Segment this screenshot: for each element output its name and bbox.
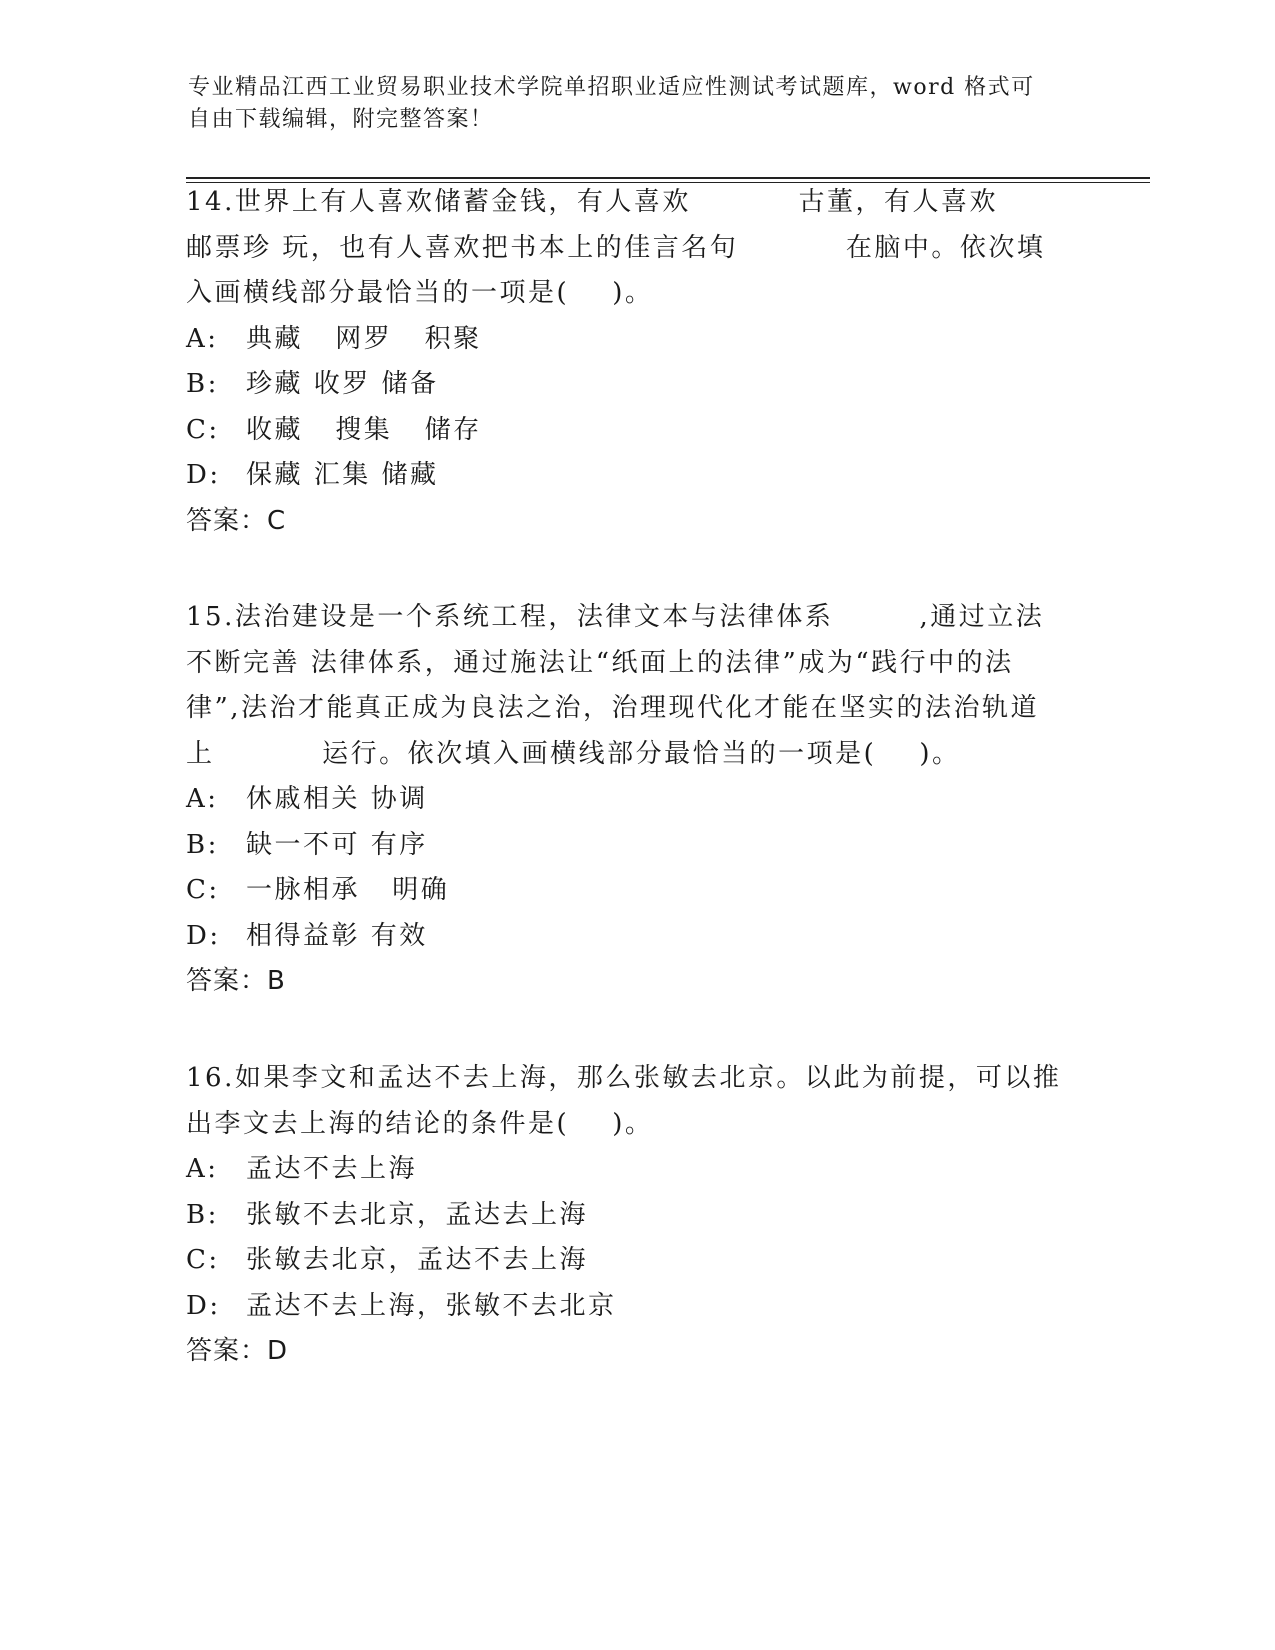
option-letter: B: [186, 829, 219, 860]
option-text: 张敏不去北京，孟达去上海 [246, 1199, 589, 1230]
option-letter: D: [186, 1290, 221, 1321]
option-d [186, 453, 1066, 499]
question-text-line: 不断完善 法律体系，通过施法让“纸面上的法律”成为“践行中的法 [186, 647, 1014, 678]
option-text: 缺一不可 有序 [246, 829, 428, 860]
question-text-line: 邮票珍 玩，也有人喜欢把书本上的佳言名句 在脑中。依次填 [186, 232, 1046, 263]
option-d [186, 914, 1066, 960]
question-15 [186, 595, 1066, 1005]
option-a [186, 317, 1066, 363]
option-a [186, 1147, 1066, 1193]
option-text: 一脉相承 明确 [246, 875, 450, 905]
document-header [188, 72, 1068, 136]
option-b [186, 1193, 1066, 1239]
option-letter: A: [186, 1154, 219, 1184]
option-letter: C: [186, 1245, 220, 1275]
answer: 答案：D [186, 1336, 289, 1366]
option-text: 收藏 搜集 储存 [246, 414, 482, 445]
option-letter: A: [186, 323, 219, 354]
option-d [186, 1284, 1066, 1330]
header-line: 专业精品江西工业贸易职业技术学院单招职业适应性测试考试题库，word 格式可 [188, 75, 1035, 100]
option-letter: B: [186, 1199, 219, 1230]
question-text-line: 上 运行。依次填入画横线部分最恰当的一项是( )。 [186, 738, 961, 769]
question-16 [186, 1056, 1066, 1375]
option-text: 保藏 汇集 储藏 [246, 460, 439, 490]
option-b [186, 362, 1066, 408]
question-14 [186, 180, 1066, 544]
option-a [186, 777, 1066, 823]
option-b [186, 823, 1066, 869]
option-letter: D: [186, 460, 221, 490]
answer: 答案：C [186, 505, 287, 536]
question-text-line: 出李文去上海的结论的条件是( )。 [186, 1108, 654, 1139]
option-text: 休戚相关 协调 [246, 784, 428, 814]
option-text: 珍藏 收罗 储备 [246, 369, 439, 399]
option-text: 孟达不去上海 [246, 1154, 418, 1184]
question-text-line: 律”,法治才能真正成为良法之治，治理现代化才能在坚实的法治轨道 [186, 693, 1040, 723]
header-line: 自由下载编辑，附完整答案！ [188, 107, 494, 132]
option-letter: C: [186, 414, 220, 445]
question-text-line: 16.如果李文和孟达不去上海，那么张敏去北京。以此为前提，可以推 [186, 1063, 1062, 1093]
option-text: 张敏去北京，孟达不去上海 [246, 1245, 589, 1275]
question-text-line: 入画横线部分最恰当的一项是( )。 [186, 278, 654, 308]
option-c [186, 408, 1066, 454]
option-letter: A: [186, 784, 219, 814]
question-text-line: 15.法治建设是一个系统工程，法律文本与法律体系 ,通过立法 [186, 602, 1045, 632]
option-letter: B: [186, 369, 219, 399]
option-text: 孟达不去上海，张敏不去北京 [246, 1290, 617, 1321]
option-c [186, 1238, 1066, 1284]
question-text-line: 14.世界上有人喜欢储蓄金钱，有人喜欢 古董，有人喜欢 [186, 187, 998, 217]
header-rule [186, 177, 1150, 179]
answer: 答案：B [186, 966, 286, 996]
option-letter: D: [186, 920, 221, 951]
option-c [186, 868, 1066, 914]
option-text: 相得益彰 有效 [246, 920, 428, 951]
option-letter: C: [186, 875, 220, 905]
option-text: 典藏 网罗 积聚 [246, 323, 482, 354]
